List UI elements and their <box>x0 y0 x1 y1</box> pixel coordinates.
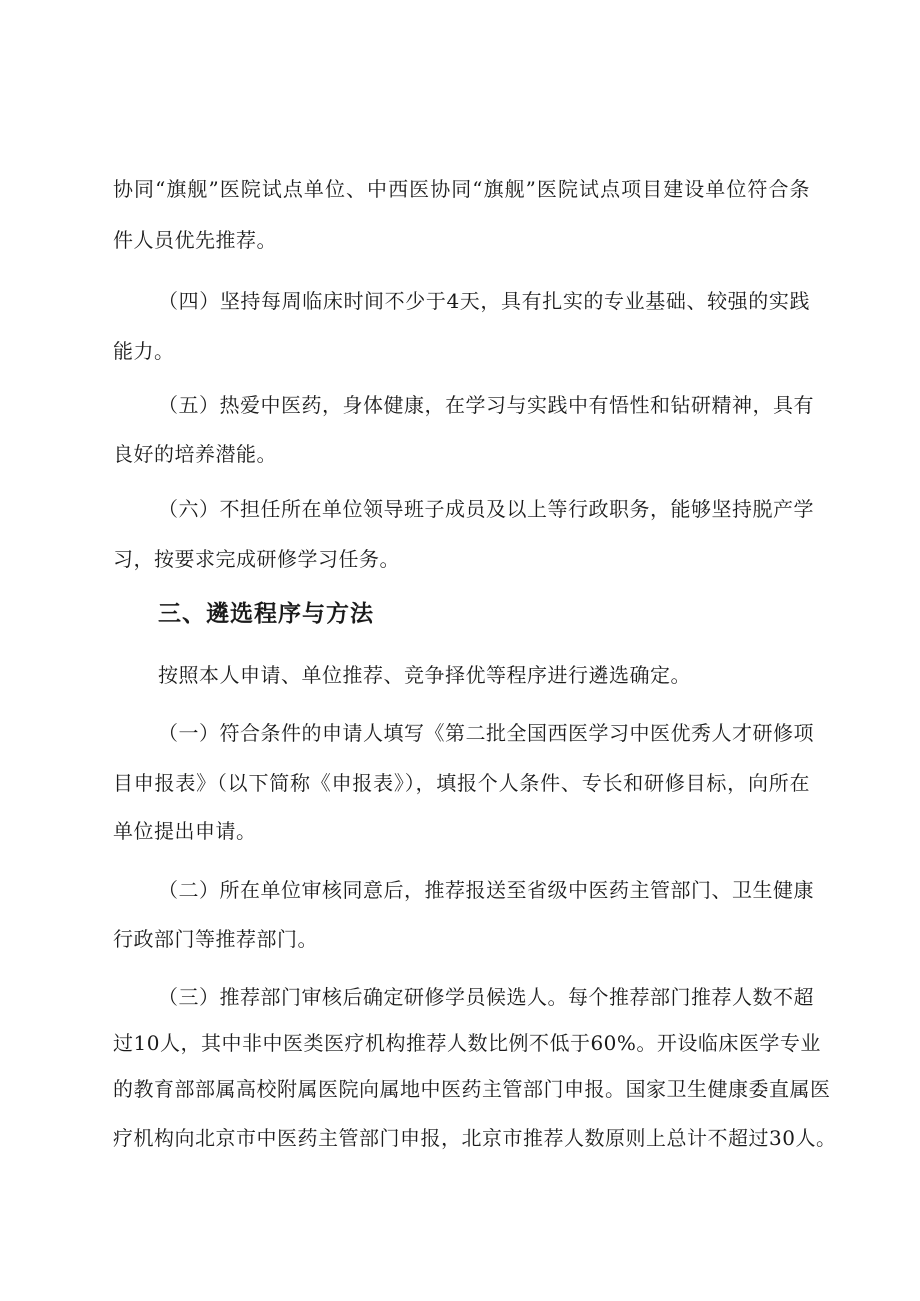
paragraph-line: 的教育部部属高校附属医院向属地中医药主管部门申报。国家卫生健康委直属医 <box>113 1077 831 1101</box>
paragraph-line: 协同“旗舰”医院试点单位、中西医协同“旗舰”医院试点项目建设单位符合条 <box>113 177 810 201</box>
paragraph-line: 良好的培养潜能。 <box>113 442 277 466</box>
paragraph-line: 目申报表》（以下简称《申报表》），填报个人条件、专长和研修目标，向所在 <box>113 771 810 795</box>
paragraph-line: （六）不担任所在单位领导班子成员及以上等行政职务，能够坚持脱产学 <box>158 497 814 521</box>
section-heading: 三、遴选程序与方法 <box>158 601 374 627</box>
paragraph-line: 过10人，其中非中医类医疗机构推荐人数比例不低于60%。开设临床医学专业 <box>113 1031 821 1055</box>
paragraph-line: （三）推荐部门审核后确定研修学员候选人。每个推荐部门推荐人数不超 <box>158 985 814 1009</box>
paragraph-line: （五）热爱中医药，身体健康，在学习与实践中有悟性和钻研精神，具有 <box>158 393 814 417</box>
paragraph-line: 能力。 <box>113 339 175 363</box>
section-intro: 按照本人申请、单位推荐、竞争择优等程序进行遴选确定。 <box>158 663 691 687</box>
paragraph-line: 习，按要求完成研修学习任务。 <box>113 547 400 571</box>
paragraph-line: 疗机构向北京市中医药主管部门申报，北京市推荐人数原则上总计不超过30人。 <box>113 1126 837 1150</box>
paragraph-line: （二）所在单位审核同意后，推荐报送至省级中医药主管部门、卫生健康 <box>158 878 814 902</box>
paragraph-line: （四）坚持每周临床时间不少于4天，具有扎实的专业基础、较强的实践 <box>158 289 810 313</box>
paragraph-line: 单位提出申请。 <box>113 819 257 843</box>
paragraph-line: 件人员优先推荐。 <box>113 228 277 252</box>
paragraph-line: （一）符合条件的申请人填写《第二批全国西医学习中医优秀人才研修项 <box>158 721 814 745</box>
paragraph-line: 行政部门等推荐部门。 <box>113 927 318 951</box>
